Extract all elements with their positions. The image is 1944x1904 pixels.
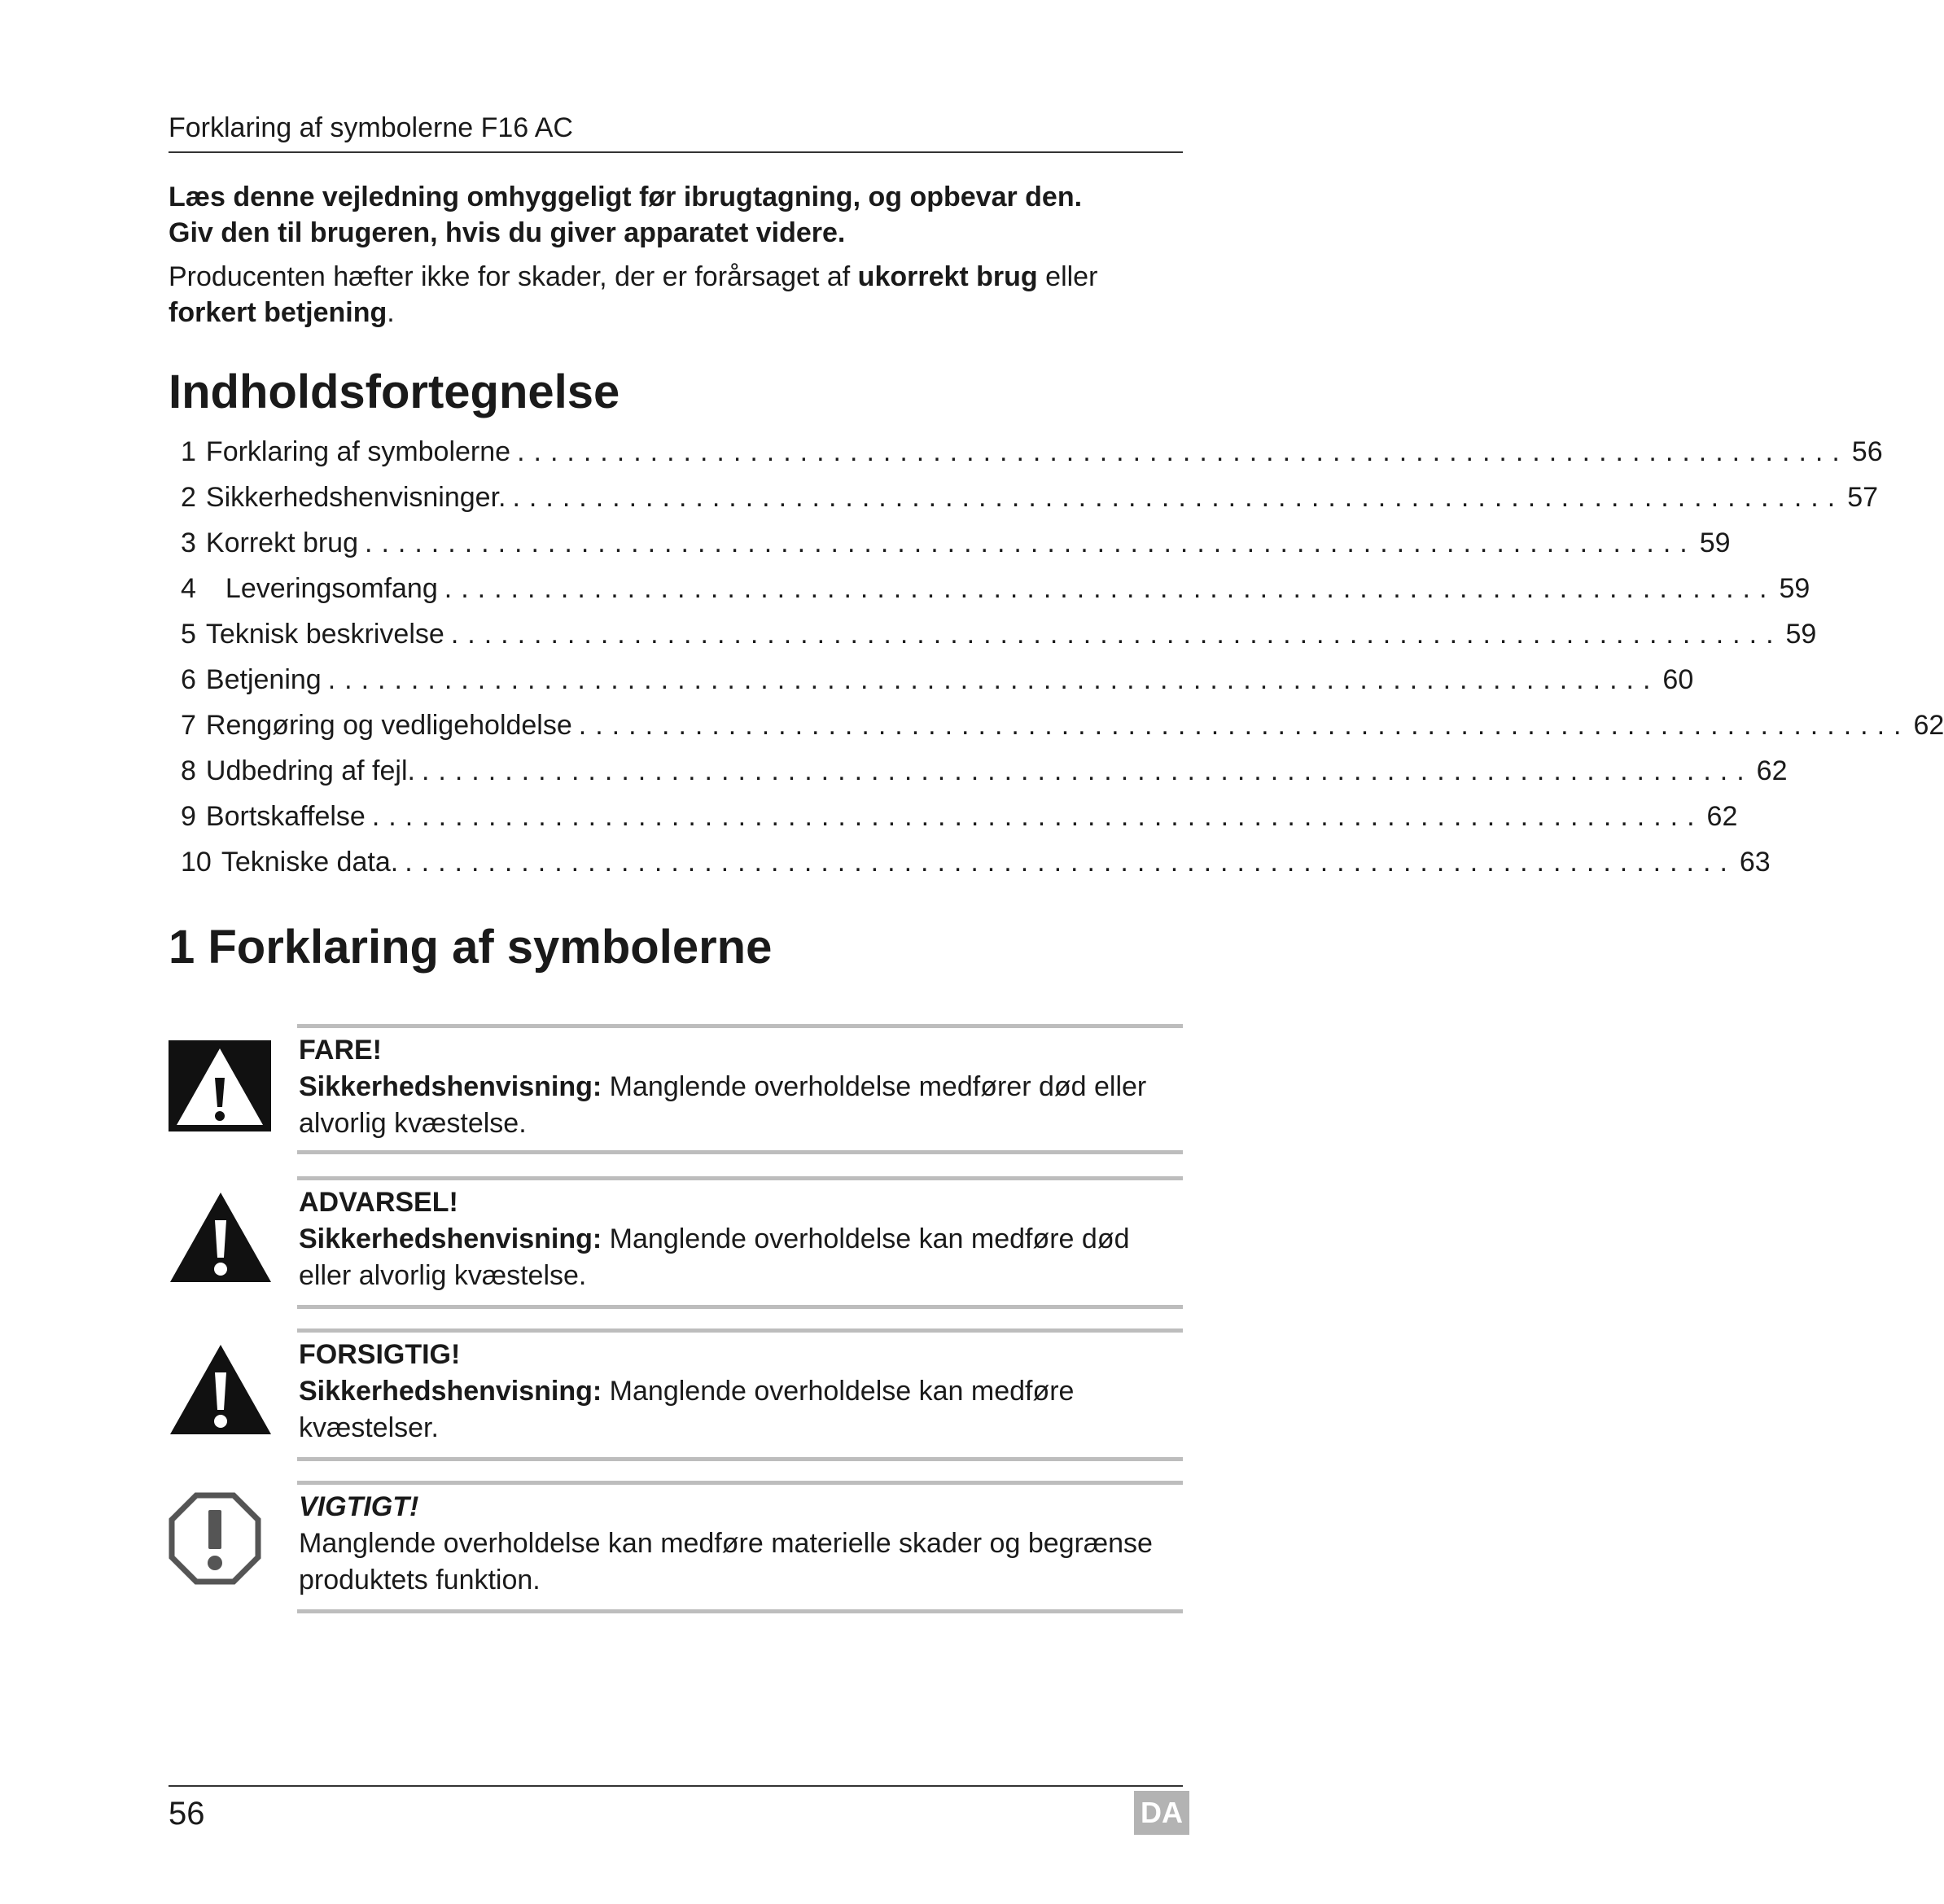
toc-leader-dots: ................................................................................ [405, 847, 1736, 878]
danger-warning-icon [169, 1040, 271, 1131]
hazard-body: Manglende overholdelse kan medføre materielle skader og begrænse produktets funktion. [299, 1528, 1153, 1595]
toc-entry-label: Sikkerhedshenvisninger. [205, 482, 506, 513]
toc-entry-label: Teknisk beskrivelse [205, 619, 444, 650]
intro-warning [169, 179, 1183, 251]
toc-entry-number: 4 [181, 573, 196, 604]
toc-entry-label: Rengøring og vedligeholdelse [205, 710, 572, 741]
toc-leader-dots: ................................................................................ [517, 436, 1849, 467]
toc-entry[interactable] [181, 801, 1738, 847]
intro-line-1: Læs denne vejledning omhyggeligt før ibrugtagning, og opbevar den. [169, 182, 1083, 212]
hazard-notice [169, 1481, 1183, 1619]
hazard-label: Sikkerhedshenvisning: [299, 1376, 602, 1407]
hazard-heading: FORSIGTIG! [299, 1339, 461, 1370]
hazard-caution [169, 1328, 1183, 1467]
toc-entry[interactable] [181, 755, 1788, 801]
hazard-rule-bottom [297, 1609, 1183, 1613]
toc-leader-dots: ................................................................................ [371, 801, 1704, 832]
toc-entry-label: Tekniske data. [221, 847, 399, 878]
toc-entry-page: 56 [1851, 436, 1883, 467]
header-rule [169, 151, 1183, 153]
toc-entry-number: 10 [181, 847, 212, 878]
toc-leader-dots: ................................................................................ [365, 527, 1697, 558]
intro-line-2: Giv den til brugeren, hvis du giver apparatet videre. [169, 217, 846, 248]
hazard-label: Sikkerhedshenvisning: [299, 1223, 602, 1254]
toc-entry-page: 62 [1913, 710, 1944, 741]
hazard-heading: ADVARSEL! [299, 1187, 458, 1218]
toc-entry[interactable] [181, 619, 1817, 664]
toc-entry-label: Betjening [205, 664, 322, 695]
toc-entry-label: Forklaring af symbolerne [205, 436, 511, 467]
hazard-description [299, 1373, 1183, 1447]
hazard-body: Manglende overholdelse kan medføre kvæstelser. [299, 1376, 1075, 1443]
toc-entry[interactable] [181, 482, 1879, 527]
footer-rule [169, 1785, 1183, 1787]
hazard-rule-top [297, 1481, 1183, 1485]
toc-entry-page: 62 [1756, 755, 1788, 786]
toc-entry-page: 63 [1739, 847, 1771, 878]
hazard-heading: VIGTIGT! [299, 1491, 419, 1522]
toc-entry-number: 6 [181, 664, 196, 695]
toc-entry-page: 59 [1785, 619, 1817, 650]
toc-title: Indholdsfortegnelse [169, 365, 620, 418]
toc-entry-page: 59 [1699, 527, 1731, 558]
hazard-rule-top [297, 1328, 1183, 1333]
page-number: 56 [169, 1796, 205, 1832]
language-badge: DA [1134, 1791, 1189, 1835]
hazard-danger [169, 1024, 1183, 1162]
hazard-description [299, 1221, 1183, 1294]
hazard-label: Sikkerhedshenvisning: [299, 1071, 602, 1102]
disclaimer-bold-2: forkert betjening [169, 297, 387, 328]
hazard-text [299, 1032, 1183, 1142]
toc-entry-number: 7 [181, 710, 196, 741]
notice-octagon-icon [169, 1492, 261, 1585]
toc-leader-dots: ................................................................................ [444, 573, 1776, 604]
hazard-rule-top [297, 1024, 1183, 1028]
toc-entry-number: 5 [181, 619, 196, 650]
hazard-text [299, 1489, 1183, 1599]
toc-entry[interactable] [181, 573, 1810, 619]
warning-triangle-icon [169, 1191, 273, 1284]
toc-entry[interactable] [181, 664, 1694, 710]
toc-entry[interactable] [181, 436, 1883, 482]
toc-entry[interactable] [181, 710, 1944, 755]
caution-triangle-icon [169, 1343, 273, 1436]
toc-entry-label: Leveringsomfang [225, 573, 438, 604]
running-header: Forklaring af symbolerne F16 AC [169, 112, 573, 143]
disclaimer-text-1: Producenten hæfter ikke for skader, der er forårsaget af [169, 261, 858, 292]
hazard-body: Manglende overholdelse medfører død eller alvorlig kvæstelse. [299, 1071, 1147, 1139]
toc-entry-number: 2 [181, 482, 196, 513]
toc-entry[interactable] [181, 527, 1731, 573]
toc-entry-number: 9 [181, 801, 196, 832]
hazard-rule-bottom [297, 1305, 1183, 1309]
toc-entry-number: 1 [181, 436, 196, 467]
toc-leader-dots: ................................................................................ [421, 755, 1754, 786]
toc-entry-number: 8 [181, 755, 196, 786]
toc-entry-number: 3 [181, 527, 196, 558]
toc-entry-label: Udbedring af fejl. [205, 755, 415, 786]
disclaimer [169, 259, 1183, 330]
hazard-description [299, 1069, 1183, 1142]
disclaimer-text-3: . [387, 297, 395, 328]
toc-entry-label: Bortskaffelse [205, 801, 366, 832]
toc-leader-dots: ................................................................................ [578, 710, 1911, 741]
hazard-rule-bottom [297, 1150, 1183, 1154]
hazard-text [299, 1184, 1183, 1294]
hazard-heading: FARE! [299, 1035, 382, 1066]
disclaimer-text-2: eller [1037, 261, 1098, 292]
toc-leader-dots: ................................................................................ [512, 482, 1845, 513]
hazard-body: Manglende overholdelse kan medføre død eller alvorlig kvæstelse. [299, 1223, 1130, 1291]
section-title: 1 Forklaring af symbolerne [169, 921, 773, 974]
toc-entry-page: 59 [1779, 573, 1810, 604]
toc-entry[interactable] [181, 847, 1771, 892]
toc-entry-label: Korrekt brug [205, 527, 359, 558]
hazard-rule-top [297, 1176, 1183, 1180]
toc-entry-page: 60 [1662, 664, 1694, 695]
hazard-warning [169, 1176, 1183, 1315]
toc-leader-dots: ................................................................................ [327, 664, 1660, 695]
toc-leader-dots: ................................................................................ [450, 619, 1783, 650]
toc-entry-page: 57 [1847, 482, 1879, 513]
hazard-rule-bottom [297, 1457, 1183, 1461]
disclaimer-bold-1: ukorrekt brug [857, 261, 1038, 292]
hazard-text [299, 1337, 1183, 1447]
toc-entry-page: 62 [1706, 801, 1738, 832]
hazard-description [299, 1525, 1183, 1599]
